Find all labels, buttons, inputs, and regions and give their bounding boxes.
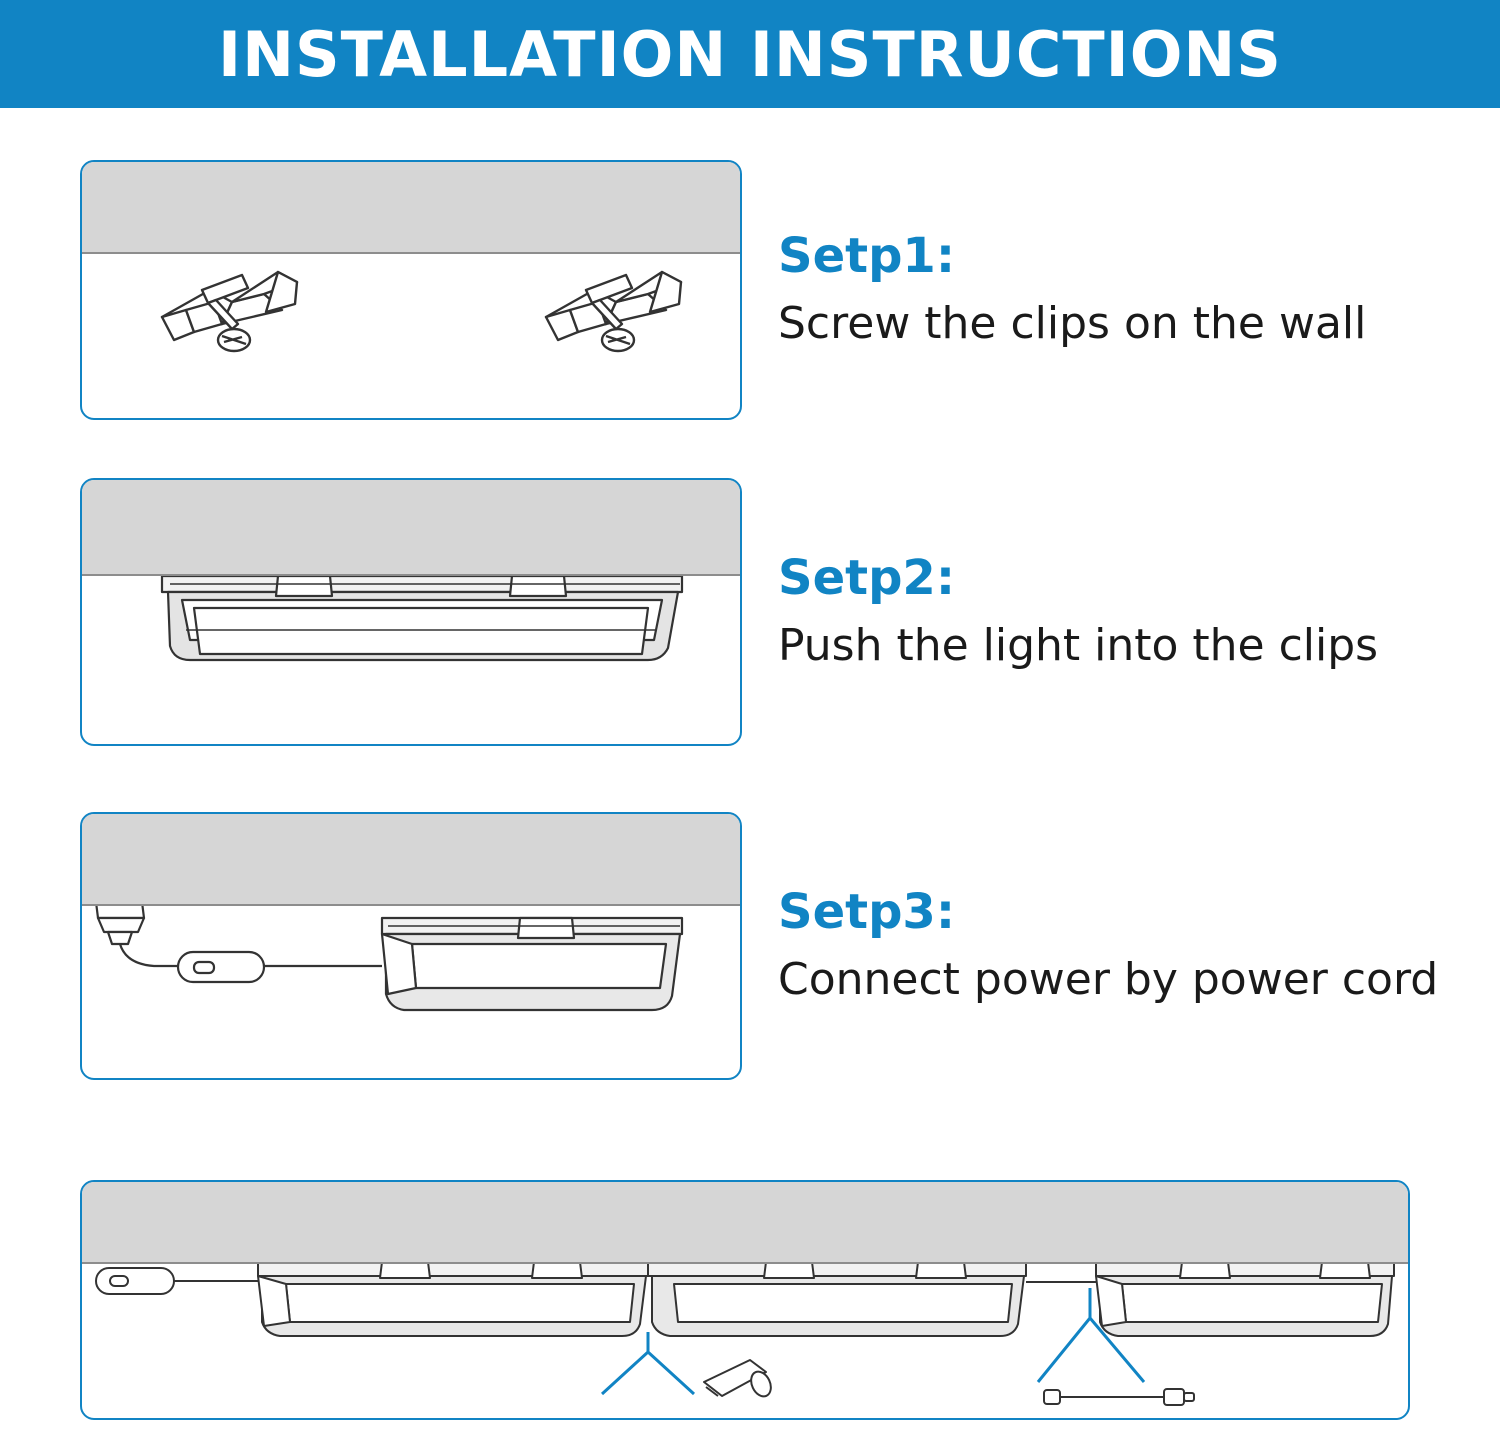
bottom-illustration-panel [80, 1180, 1410, 1420]
straight-connector-callout [602, 1332, 694, 1394]
step-1-label: Setp1: [778, 227, 956, 284]
wall-surface [82, 1182, 1408, 1264]
step-row-1 [0, 160, 1500, 420]
wall-surface [82, 814, 740, 906]
wall-surface [82, 480, 740, 576]
header-bar [0, 0, 1500, 108]
step-3-text [778, 885, 1438, 1007]
page-title: INSTALLATION INSTRUCTIONS [218, 17, 1282, 91]
step-2-illustration-panel [80, 478, 742, 746]
step-3-label: Setp3: [778, 883, 956, 940]
step-row-2 [0, 478, 1500, 746]
step-1-text [778, 229, 1366, 351]
step-1-description: Screw the clips on the wall [778, 298, 1367, 350]
step-2-label: Setp2: [778, 549, 956, 606]
wall-surface [82, 162, 740, 254]
step-2-description: Push the light into the clips [778, 620, 1379, 672]
step-3-description: Connect power by power cord [778, 954, 1439, 1006]
step-row-3 [0, 812, 1500, 1080]
step-3-illustration-panel [80, 812, 742, 1080]
step-1-illustration-panel [80, 160, 742, 420]
step-2-text [778, 551, 1378, 673]
